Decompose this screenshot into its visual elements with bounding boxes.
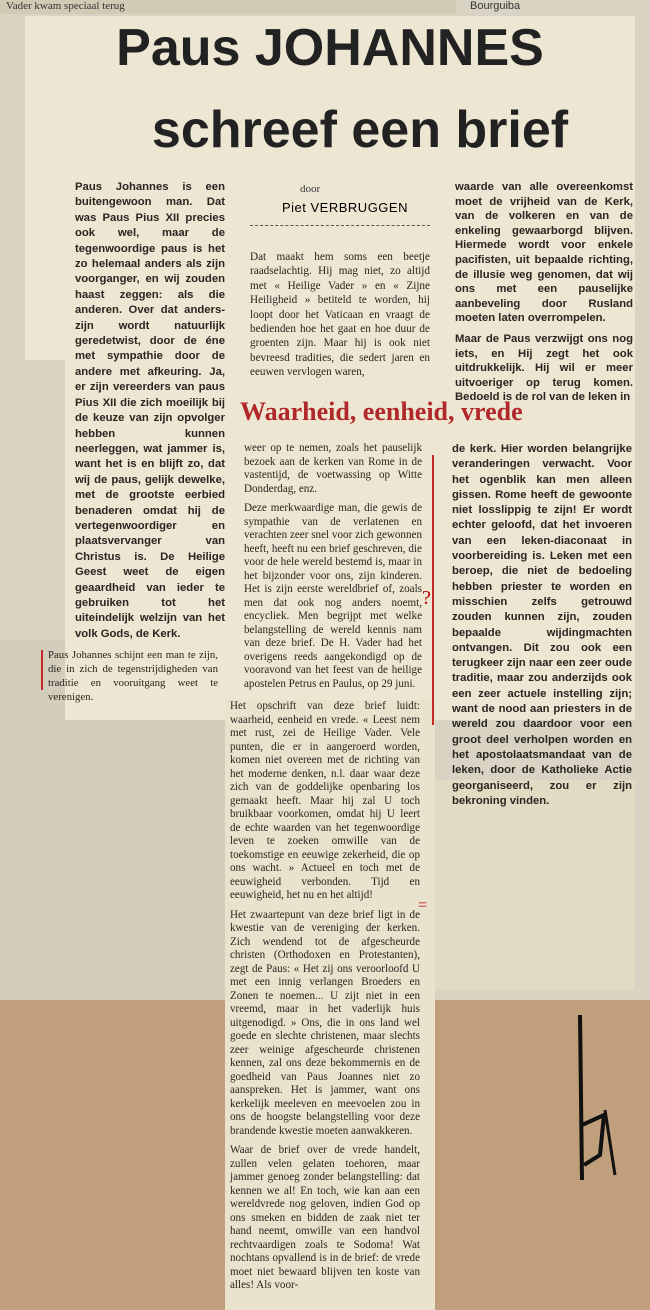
clipping-fragment-top: Vader kwam speciaal terug [0, 0, 456, 14]
paragraph: Maar de Paus verzwijgt ons nog iets, en Hij zegt het ook uitdrukkelijk. Hij wil er meer uitvoeriger op terug komen. Bedoeld is de rol van de leken in [455, 332, 633, 404]
clipping-fragment-right: Bourguiba [470, 0, 521, 12]
headline-line-1: Paus JOHANNES [116, 19, 544, 77]
paragraph: Waar de brief over de vrede handelt, zullen velen gelaten toehoren, maar jammer genoeg zonder belangstelling: dat kennen we al! En toch, wie kan aan een wereldvrede nog geloven, indien God op ons smeken en bidden de zaak niet ter hand neemt, omwille van een handvol rechtvaardigen zoals te Sodoma! Wat nochtans opvallend is in de brief: de vrede moet niet bewaard blijven ten koste van alles! Als voor- [230, 1144, 420, 1291]
column-middle-2 [244, 442, 422, 697]
subheading: Waarheid, eenheid, vrede [240, 397, 523, 426]
column-right-top [455, 180, 633, 411]
red-margin-line [432, 455, 434, 725]
red-margin-mark [41, 650, 43, 690]
equals-mark-annotation: = [418, 897, 428, 914]
paragraph: waarde van alle overeenkomst moet de vrijheid van de Kerk, van de volkeren en van de enkeling gewaarborgd blijven. Hiermede wordt voor enkele pacifisten, uit bepaalde richting, de illusie weg genomen, dat wij ons met een pauselijke aanbeveling door Rusland moeten laten overrompelen. [455, 181, 633, 325]
headline-line-2: schreef een brief [151, 101, 569, 159]
question-mark-annotation: ? [422, 587, 431, 609]
paragraph: weer op te nemen, zoals het pauselijk bezoek aan de kerken van Rome in de vastentijd, de voetwassing op Witte Donderdag, enz. [244, 442, 422, 495]
lead-paragraph: Paus Johannes is een buitengewoon man. Dat was Paus Pius XII precies ook wel, maar de tegenwoordige paus is het zo helemaal anders als zijn voorganger, en wij zouden haast zeggen: als die anderen. Over dat anders-zijn wordt natuurlijk geredetwist, door de éne met sympathie door de andere met afkeuring. Ja, er zijn vereerders van paus Pius XII die zich moeilijk bij de keuze van zijn opvolger hebben kunnen neerleggen, wat jammer is, want het is en blijft zo, dat wij de paus, gelijk dewelke, met de grootste eerbied benaderen omdat hij de vertegenwoordiger en plaatsvervanger van Christus is. De Heilige Geest weet de eigen geaardheid van ieder te gebruiken tot het uiteindelijk welzijn van het volk Gods, de Kerk. [75, 181, 225, 640]
column-middle-3 [230, 700, 420, 1299]
byline-door: door [300, 183, 321, 195]
byline-divider [250, 225, 430, 226]
column-right-2: de kerk. Hier worden belangrijke veranderingen verwacht. Voor het ogenblik kan men alleen gissen. Rome heeft de gewoonte niet losslippig te zijn! Er wordt echter geloofd, dat het invoeren van een leken-diaconaat in voorbereiding is. Leken met een beroep, die niet de bedoeling hebben priester te worden en misschien zelfs getrouwd zouden kunnen zijn, zouden bepaalde wijdingmachten ontvangen. Dit zou ook een terugkeer zijn naar een zeer oude traditie, maar zou anderzijds ook een zeer actuele instelling zijn; want de nood aan priesters in de wereld zou daardoor voor een groot deel verholpen worden en het apostolaatsmandaat van de leken, door de Katholieke Actie georganiseerd, zou er zijn bekroning vinden. [452, 443, 632, 807]
handwritten-signature [560, 1015, 620, 1185]
byline-author: Piet VERBRUGGEN [282, 200, 408, 215]
note-paragraph: Paus Johannes schijnt een man te zijn, die in zich de tegenstrijdigheden van traditie en vooruitgang weet te verenigen. [48, 649, 218, 703]
clipping-right-lower [425, 780, 635, 990]
column-middle-top: Dat maakt hem soms een beetje raadselachtig. Hij mag niet, zo altijd met « Heilige Vader » en « Zijne Heiligheid » betiteld te worden, hij loopt door het Vaticaan en vraagt de bedienden hoe het gaat en hoe duur de groenten zijn. Maar hij is ook niet bevreesd tradities, die sedert jaren en eeuwen vervlogen waren, [250, 251, 430, 379]
paragraph: Deze merkwaardige man, die gewis de sympathie van de verlatenen en verachten zeer snel voor zich gewonnen heeft, heeft nu een brief geschreven, die voor de hele wereld bestemd is, maar in het bijzonder voor ons, zijn kinderen. Het is zijn eerste wereldbrief of, zoals men dat ook nog anders noemt, encycliek. Men begrijpt met welke belangstelling de wereld kennis nam van deze brief. De H. Vader had het overigens reeds aangekondigd op de vooravond van het feest van de heilige apostelen Petrus en Paulus, op 29 juni. [244, 502, 422, 690]
paragraph: Het opschrift van deze brief luidt: waarheid, eenheid en vrede. « Leest nem met rust, zei de Heilige Vader. Vele punten, die er in aangeroerd worden, komen niet overeen met de richting van het moderne denken, n.l. daar waar deze zich van de goddelijke openbaring los gemaakt heeft. Maar hij zal U toch bruikbaar voorkomen, omdat hij U leert de echte waarden van het tegenwoordige leven te zoeken omwille van de toekomstige en eeuwige zekerheid, die op ons wacht. » Actueel en toch met de eeuwigheid verbonden. Tijd en eeuwigheid, het nu en het altijd! [230, 700, 420, 901]
paragraph: Het zwaartepunt van deze brief ligt in de kwestie van de vereniging der kerken. Zich wendend tot de afgescheurde christen (Orthodoxen en Protestanten), zegt de Paus: « Het zij ons veroorloofd U met een innig verlangen Broeders en Zonen te noemen... U zijt niet in een vreemd, maar in het vaderlijk huis uitgenodigd. » Ons, die in ons land wel goede en slechte christenen, maar slechts zeer weinige afgescheurde christenen kennen, zal ons deze bekommernis en de goedheid van Paus Joannes niet zo aanspreken. Het is jammer, want ons kerkelijk meeleven en meevoelen zou in ons de hoogste belangstelling voor deze brandende kwestie moeten aanwakkeren. [230, 908, 420, 1137]
